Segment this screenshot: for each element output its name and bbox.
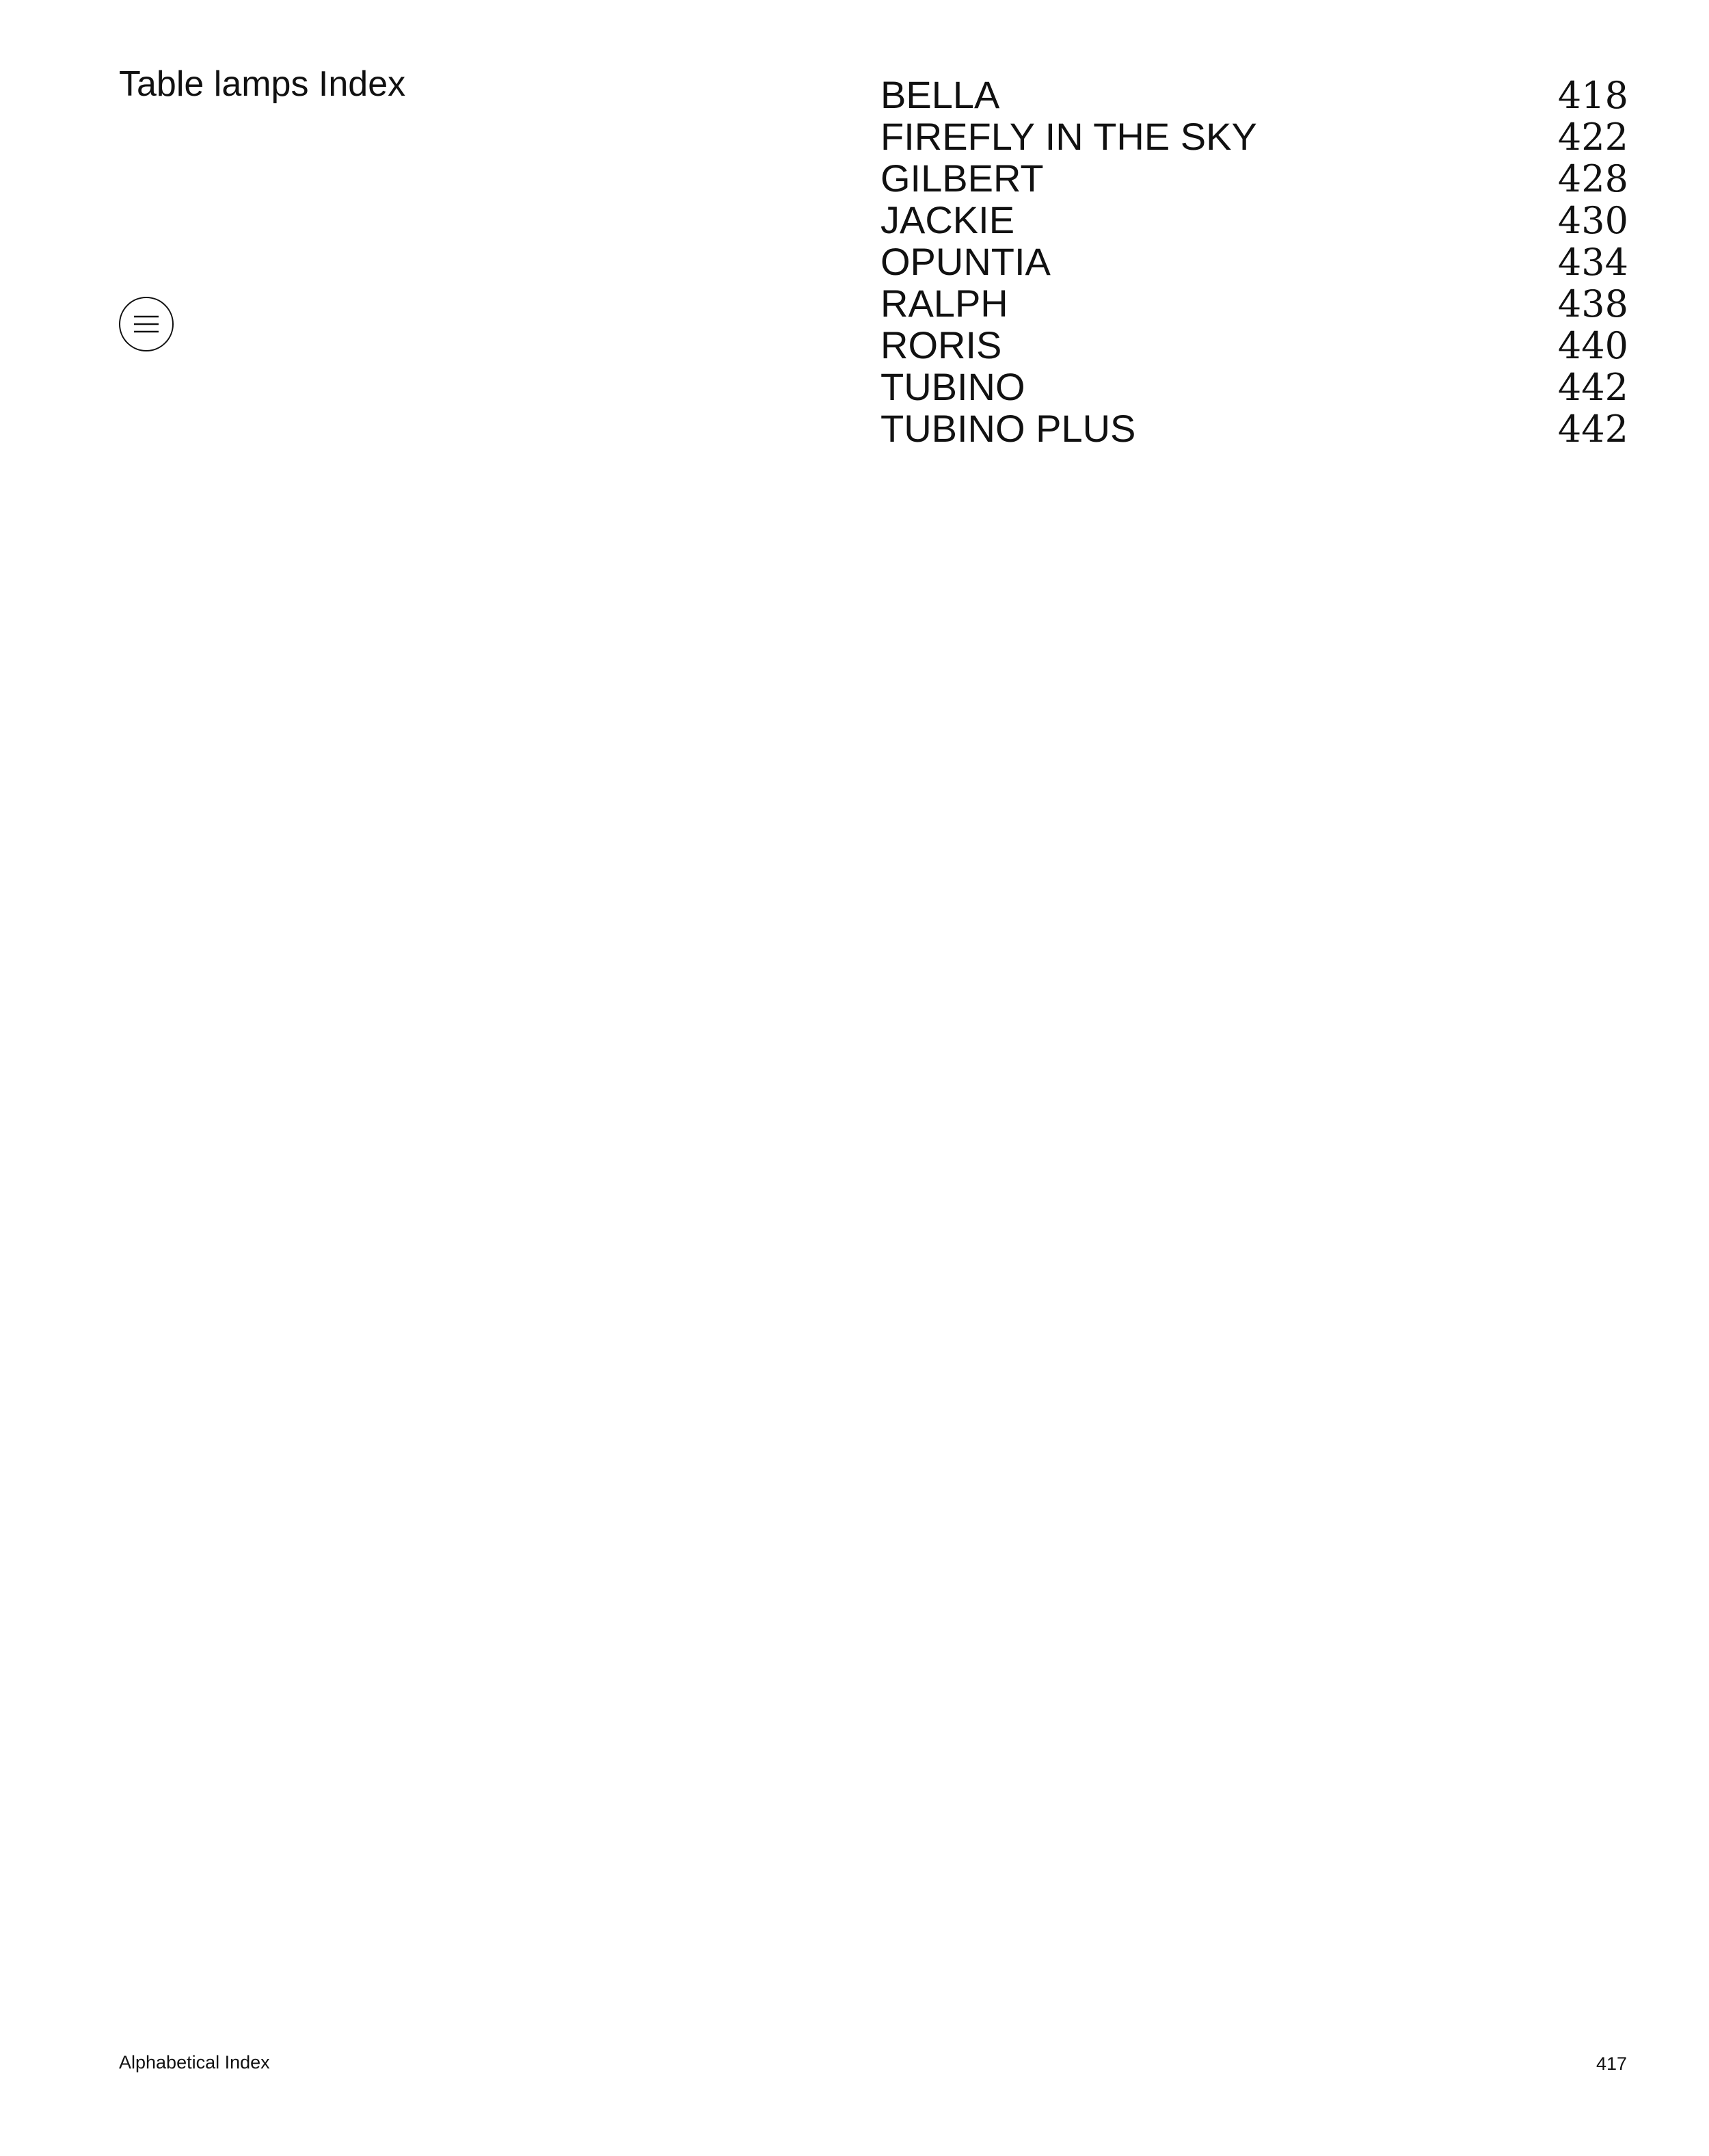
index-entry-page: 442 bbox=[1557, 408, 1628, 451]
index-entry-page: 422 bbox=[1557, 116, 1628, 159]
page-title: Table lamps Index bbox=[119, 64, 406, 104]
index-entry-tubino[interactable] bbox=[880, 366, 1628, 408]
index-entry-name: TUBINO PLUS bbox=[880, 407, 1136, 450]
footer-page-number: 417 bbox=[1596, 2053, 1627, 2074]
index-entry-page: 440 bbox=[1557, 324, 1628, 367]
index-entry-gilbert[interactable] bbox=[880, 157, 1628, 199]
index-entry-name: FIREFLY IN THE SKY bbox=[880, 115, 1257, 158]
index-entry-bella[interactable] bbox=[880, 74, 1628, 116]
index-entry-tubino-plus[interactable] bbox=[880, 408, 1628, 449]
index-entry-page: 442 bbox=[1557, 366, 1628, 409]
index-entry-name: TUBINO bbox=[880, 365, 1025, 408]
index-entry-firefly-in-the-sky[interactable] bbox=[880, 116, 1628, 157]
index-entry-jackie[interactable] bbox=[880, 199, 1628, 241]
index-entry-page: 438 bbox=[1557, 282, 1628, 325]
index-entry-page: 428 bbox=[1557, 157, 1628, 200]
hamburger-menu-icon bbox=[133, 315, 159, 333]
index-entry-name: GILBERT bbox=[880, 157, 1044, 200]
index-entry-name: RORIS bbox=[880, 323, 1002, 367]
index-entry-page: 434 bbox=[1557, 241, 1628, 284]
index-entry-ralph[interactable] bbox=[880, 282, 1628, 324]
menu-button[interactable] bbox=[119, 297, 174, 351]
index-list bbox=[880, 74, 1628, 449]
index-entry-opuntia[interactable] bbox=[880, 241, 1628, 282]
index-entry-page: 418 bbox=[1557, 74, 1628, 117]
index-entry-roris[interactable] bbox=[880, 324, 1628, 366]
index-entry-name: RALPH bbox=[880, 282, 1008, 325]
index-entry-name: OPUNTIA bbox=[880, 240, 1051, 283]
index-entry-page: 430 bbox=[1557, 199, 1628, 242]
index-entry-name: BELLA bbox=[880, 73, 1000, 116]
index-entry-name: JACKIE bbox=[880, 198, 1015, 241]
footer-section-label: Alphabetical Index bbox=[119, 2052, 270, 2073]
